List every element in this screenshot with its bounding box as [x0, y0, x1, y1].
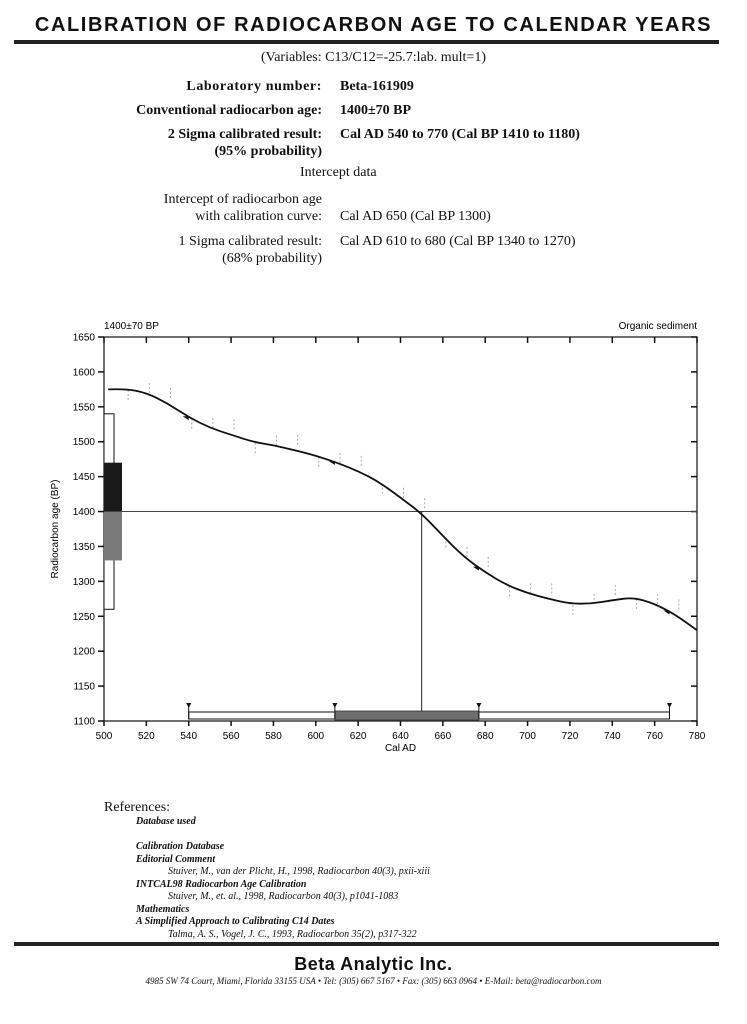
conventional-age-value: 1400±70 BP [340, 103, 412, 118]
x-tick-label: 560 [222, 731, 240, 742]
curve-range-marker [473, 567, 479, 571]
y-tick-label: 1500 [72, 437, 95, 449]
y-tick-label: 1100 [73, 716, 95, 728]
reference-line [136, 829, 430, 842]
variables-line: (Variables: C13/C12=-25.7:lab. mult=1) [261, 50, 486, 65]
reference-line: Database used [136, 816, 196, 827]
curve-range-marker [329, 461, 335, 465]
y-tick-label: 1400 [72, 507, 95, 519]
plot-frame [104, 337, 697, 721]
x-tick-label: 740 [603, 731, 621, 742]
one-sigma-probability: (68% probability) [222, 251, 322, 266]
lab-number-label: Laboratory number: [186, 79, 322, 94]
x-tick-label: 620 [349, 731, 367, 742]
x-tick-label: 580 [265, 731, 282, 742]
intercept-value: Cal AD 650 (Cal BP 1300) [340, 209, 491, 224]
x-tick-label: 780 [688, 731, 706, 742]
intercept-label-line1: Intercept of radiocarbon age [163, 192, 322, 207]
x-tick-label: 700 [519, 731, 536, 742]
chart-title-right: Organic sediment [618, 321, 697, 332]
range-marker-arrow [186, 703, 191, 708]
intercept-heading: Intercept data [300, 165, 377, 180]
reference-line: A Simplified Approach to Calibrating C14 Dates [136, 916, 335, 927]
range-marker-arrow [667, 703, 672, 708]
references [104, 800, 430, 941]
intercept-label-line2: with calibration curve: [195, 209, 322, 224]
conventional-age-label: Conventional radiocarbon age: [136, 103, 322, 118]
y-tick-label: 1550 [72, 402, 95, 414]
reference-line: Calibration Database [136, 841, 225, 852]
title-divider [14, 40, 719, 44]
reference-line: Editorial Comment [136, 853, 216, 865]
sample-1sigma-upper-bar [104, 463, 122, 512]
references-heading: References: [104, 800, 171, 815]
two-sigma-probability: (95% probability) [214, 144, 322, 159]
y-tick-label: 1150 [73, 681, 95, 693]
one-sigma-value: Cal AD 610 to 680 (Cal BP 1340 to 1270) [340, 234, 576, 249]
calibration-curve [108, 389, 697, 630]
reference-line: INTCAL98 Radiocarbon Age Calibration [136, 878, 307, 890]
x-tick-label: 680 [476, 731, 494, 742]
range-marker-arrow [332, 703, 337, 708]
x-tick-label: 540 [180, 731, 198, 742]
y-tick-label: 1350 [72, 541, 95, 553]
x-tick-label: 500 [95, 731, 113, 742]
range-marker-arrow [476, 703, 481, 708]
document-title: CALIBRATION OF RADIOCARBON AGE TO CALENDAR YEARS [34, 14, 713, 36]
y-tick-label: 1300 [72, 576, 95, 588]
y-axis-label: Radiocarbon age (BP) [50, 479, 61, 579]
x-axis-label: Cal AD [384, 743, 417, 754]
y-tick-label: 1450 [72, 472, 95, 484]
lab-number-value: Beta-161909 [340, 79, 414, 94]
one-sigma-label: 1 Sigma calibrated result: [178, 234, 322, 249]
sample-1sigma-lower-bar [104, 512, 122, 561]
y-tick-label: 1650 [72, 332, 95, 344]
reference-line: Mathematics [136, 903, 190, 915]
y-tick-label: 1250 [72, 611, 95, 623]
x-tick-label: 520 [138, 731, 155, 742]
reference-line: Talma, A. S., Vogel, J. C., 1993, Radiocarbon 35(2), p317-322 [168, 928, 417, 940]
x-tick-label: 760 [646, 731, 663, 742]
two-sigma-value: Cal AD 540 to 770 (Cal BP 1410 to 1180) [340, 127, 580, 142]
y-tick-label: 1200 [72, 646, 95, 658]
x-tick-label: 640 [392, 731, 409, 742]
y-tick-label: 1600 [72, 367, 95, 379]
x-tick-label: 600 [307, 731, 325, 742]
x-tick-label: 720 [561, 731, 579, 742]
x-tick-label: 660 [434, 731, 452, 742]
calibration-chart [0, 310, 747, 760]
reference-line: Stuiver, M., et. al., 1998, Radiocarbon 40(3), p1041-1083 [168, 891, 399, 902]
curve-range-marker [663, 611, 669, 615]
curve-range-marker [183, 416, 189, 420]
footer-divider [14, 942, 719, 946]
two-sigma-label: 2 Sigma calibrated result: [167, 127, 322, 142]
company-name: Beta Analytic Inc. [294, 954, 453, 974]
range-1sigma-bar [335, 711, 479, 720]
chart-title-left: 1400±70 BP [104, 321, 159, 332]
company-address: 4985 SW 74 Court, Miami, Florida 33155 USA • Tel: (305) 667 5167 • Fax: (305) 663 0964 • E-Mail: beta@radiocarbon.com [145, 976, 602, 986]
reference-line: Stuiver, M., van der Plicht, H., 1998, Radiocarbon 40(3), pxii-xiii [168, 866, 430, 877]
